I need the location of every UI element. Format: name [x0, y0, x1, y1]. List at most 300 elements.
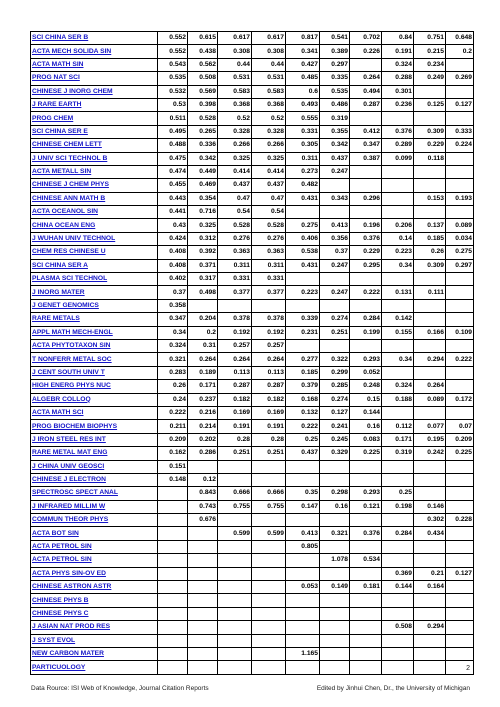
impact-value-cell	[218, 634, 252, 647]
impact-value-cell: 0.296	[350, 192, 382, 205]
impact-value-cell: 0.189	[188, 366, 218, 379]
journal-name-link[interactable]: HIGH ENERG PHYS NUC	[31, 380, 158, 393]
impact-value-cell: 0.52	[218, 112, 252, 125]
journal-name-link[interactable]: SCI CHINA SER B	[31, 32, 158, 45]
journal-name-link[interactable]: CHINA OCEAN ENG	[31, 219, 158, 232]
impact-value-cell: 0.112	[382, 420, 414, 433]
impact-value-cell	[320, 540, 350, 553]
impact-value-cell	[414, 487, 446, 500]
impact-value-cell: 0.331	[218, 273, 252, 286]
impact-value-cell: 0.437	[286, 447, 320, 460]
impact-value-cell: 0.125	[414, 98, 446, 111]
impact-value-cell	[320, 460, 350, 473]
impact-value-cell: 0.376	[350, 527, 382, 540]
journal-name-link[interactable]: PROG NAT SCI	[31, 72, 158, 85]
impact-value-cell: 0.295	[350, 259, 382, 272]
impact-value-cell	[286, 460, 320, 473]
impact-value-cell: 0.333	[446, 125, 474, 138]
journal-name-link[interactable]: ACTA PETROL SIN	[31, 540, 158, 553]
impact-value-cell	[350, 179, 382, 192]
impact-value-cell: 0.236	[382, 98, 414, 111]
impact-value-cell: 0.666	[252, 487, 286, 500]
impact-value-cell: 0.248	[350, 380, 382, 393]
impact-value-cell	[252, 607, 286, 620]
impact-value-cell	[286, 621, 320, 634]
journal-name-link[interactable]: PROG BIOCHEM BIOPHYS	[31, 420, 158, 433]
impact-value-cell	[286, 473, 320, 486]
impact-value-cell: 0.287	[252, 380, 286, 393]
impact-value-cell: 0.599	[252, 527, 286, 540]
impact-value-cell: 0.264	[252, 353, 286, 366]
journal-name-link[interactable]: ACTA BOT SIN	[31, 527, 158, 540]
impact-value-cell: 0.305	[286, 139, 320, 152]
impact-value-cell	[286, 273, 320, 286]
impact-value-cell	[218, 299, 252, 312]
impact-value-cell: 0.552	[158, 45, 188, 58]
impact-value-cell	[414, 299, 446, 312]
impact-value-cell: 0.35	[286, 487, 320, 500]
impact-value-cell	[414, 112, 446, 125]
impact-value-cell: 0.322	[320, 353, 350, 366]
impact-value-cell: 0.52	[252, 112, 286, 125]
impact-value-cell: 0.368	[252, 98, 286, 111]
impact-value-cell	[350, 273, 382, 286]
impact-value-cell: 0.437	[252, 179, 286, 192]
impact-value-cell	[382, 273, 414, 286]
impact-value-cell	[158, 621, 188, 634]
impact-value-cell: 0.535	[320, 85, 350, 98]
impact-value-cell	[382, 540, 414, 553]
impact-value-cell	[382, 192, 414, 205]
impact-value-cell	[252, 473, 286, 486]
impact-value-cell: 0.44	[252, 58, 286, 71]
impact-value-cell: 0.168	[286, 393, 320, 406]
impact-value-cell	[188, 581, 218, 594]
table-row	[31, 527, 474, 540]
journal-name-link[interactable]: CHINESE J CHEM PHYS	[31, 179, 158, 192]
impact-value-cell	[446, 313, 474, 326]
table-row	[31, 420, 474, 433]
impact-value-cell: 0.241	[320, 420, 350, 433]
table-row	[31, 326, 474, 339]
impact-value-cell	[446, 634, 474, 647]
impact-value-cell: 0.265	[188, 125, 218, 138]
impact-value-cell: 0.24	[158, 393, 188, 406]
impact-value-cell: 0.324	[158, 339, 188, 352]
impact-value-cell	[350, 647, 382, 660]
impact-value-cell	[218, 607, 252, 620]
journal-name-link[interactable]: J CHINA UNIV GEOSCI	[31, 460, 158, 473]
impact-value-cell: 0.247	[320, 259, 350, 272]
impact-value-cell: 0.342	[188, 152, 218, 165]
impact-value-cell: 0.402	[158, 273, 188, 286]
footer-editor: Edited by Jinhui Chen, Dr., the University of Michigan	[316, 685, 470, 692]
impact-value-cell	[446, 85, 474, 98]
impact-value-cell: 0.209	[158, 433, 188, 446]
impact-value-cell: 0.222	[350, 286, 382, 299]
impact-value-cell: 0.211	[158, 420, 188, 433]
impact-value-cell: 0.47	[218, 192, 252, 205]
impact-value-cell: 0.54	[218, 206, 252, 219]
impact-value-cell	[446, 273, 474, 286]
impact-value-cell: 0.269	[446, 72, 474, 85]
impact-value-cell: 0.21	[414, 567, 446, 580]
impact-value-cell	[350, 634, 382, 647]
impact-value-cell	[350, 58, 382, 71]
impact-value-cell: 0.406	[286, 232, 320, 245]
impact-value-cell: 0.293	[350, 487, 382, 500]
table-row	[31, 647, 474, 660]
impact-value-cell: 0.485	[286, 72, 320, 85]
impact-value-cell	[320, 567, 350, 580]
impact-value-cell: 0.214	[188, 420, 218, 433]
journal-name-link[interactable]: ACTA PHYTOTAXON SIN	[31, 339, 158, 352]
impact-value-cell	[286, 554, 320, 567]
journal-name-link[interactable]: J INORG MATER	[31, 286, 158, 299]
impact-value-cell: 0.378	[218, 313, 252, 326]
impact-value-cell: 0.449	[188, 165, 218, 178]
journal-name-link[interactable]: CHINESE CHEM LETT	[31, 139, 158, 152]
table-row	[31, 514, 474, 527]
impact-value-cell	[188, 527, 218, 540]
impact-value-cell: 0.371	[188, 259, 218, 272]
impact-value-cell: 0.148	[158, 473, 188, 486]
impact-value-cell: 0.805	[286, 540, 320, 553]
table-row	[31, 299, 474, 312]
impact-value-cell: 0.84	[382, 32, 414, 45]
journal-name-link[interactable]: J RARE EARTH	[31, 98, 158, 111]
impact-value-cell	[446, 112, 474, 125]
impact-value-cell: 0.297	[320, 58, 350, 71]
journal-name-link[interactable]: PROG CHEM	[31, 112, 158, 125]
impact-value-cell: 0.301	[382, 85, 414, 98]
journal-name-link[interactable]: ACTA OCEANOL SIN	[31, 206, 158, 219]
table-row	[31, 473, 474, 486]
impact-value-cell	[252, 661, 286, 674]
journal-name-link[interactable]: J UNIV SCI TECHNOL B	[31, 152, 158, 165]
impact-value-cell: 0.199	[350, 326, 382, 339]
impact-value-cell: 0.26	[414, 246, 446, 259]
journal-name-link[interactable]: CHINESE J ELECTRON	[31, 473, 158, 486]
impact-value-cell: 0.482	[286, 179, 320, 192]
impact-value-cell: 0.347	[350, 139, 382, 152]
impact-value-cell	[188, 594, 218, 607]
impact-value-cell: 0.329	[320, 447, 350, 460]
impact-value-cell: 0.431	[286, 259, 320, 272]
impact-value-cell	[218, 567, 252, 580]
journal-name-link[interactable]: COMMUN THEOR PHYS	[31, 514, 158, 527]
impact-value-cell	[252, 540, 286, 553]
impact-value-cell: 0.28	[218, 433, 252, 446]
impact-value-cell: 0.31	[188, 339, 218, 352]
impact-value-cell	[218, 621, 252, 634]
impact-value-cell: 0.389	[320, 45, 350, 58]
page-number: 2	[466, 665, 470, 672]
impact-value-cell: 0.198	[382, 500, 414, 513]
impact-value-cell: 0.185	[414, 232, 446, 245]
impact-value-cell	[320, 647, 350, 660]
impact-value-cell: 0.149	[320, 581, 350, 594]
table-row	[31, 85, 474, 98]
journal-name-link[interactable]: NEW CARBON MATER	[31, 647, 158, 660]
impact-value-cell: 0.358	[158, 299, 188, 312]
impact-value-cell: 0.331	[286, 125, 320, 138]
impact-value-cell: 0.089	[446, 219, 474, 232]
impact-value-cell: 0.377	[218, 286, 252, 299]
impact-value-cell: 0.192	[252, 326, 286, 339]
journal-name-link[interactable]: ACTA METALL SIN	[31, 165, 158, 178]
impact-value-cell	[188, 540, 218, 553]
impact-value-cell	[252, 514, 286, 527]
impact-value-cell: 0.188	[382, 393, 414, 406]
impact-value-cell: 0.297	[446, 259, 474, 272]
journal-name-link[interactable]: SCI CHINA SER A	[31, 259, 158, 272]
impact-value-cell	[286, 567, 320, 580]
impact-value-cell	[382, 647, 414, 660]
impact-value-cell: 0.569	[188, 85, 218, 98]
impact-value-cell: 0.155	[382, 326, 414, 339]
impact-value-cell: 0.083	[350, 433, 382, 446]
impact-value-cell: 0.617	[252, 32, 286, 45]
table-row	[31, 594, 474, 607]
impact-value-cell: 0.276	[252, 232, 286, 245]
impact-value-cell	[188, 607, 218, 620]
table-row	[31, 554, 474, 567]
impact-value-cell: 0.535	[158, 72, 188, 85]
impact-value-cell	[382, 460, 414, 473]
impact-value-cell: 0.455	[158, 179, 188, 192]
journal-name-link[interactable]: J SYST EVOL	[31, 634, 158, 647]
impact-value-cell: 0.249	[414, 72, 446, 85]
impact-value-cell: 0.843	[188, 487, 218, 500]
journal-name-link[interactable]: CHINESE J INORG CHEM	[31, 85, 158, 98]
journal-name-link[interactable]: ALGEBR COLLOQ	[31, 393, 158, 406]
journal-name-link[interactable]: CHINESE ANN MATH B	[31, 192, 158, 205]
journal-name-link[interactable]: PARTICUOLOGY	[31, 661, 158, 674]
impact-value-cell: 0.146	[414, 500, 446, 513]
impact-value-cell	[446, 406, 474, 419]
journal-name-link[interactable]: RARE METAL MAT ENG	[31, 447, 158, 460]
impact-value-cell: 0.07	[446, 420, 474, 433]
impact-value-cell: 0.113	[252, 366, 286, 379]
impact-value-cell: 0.2	[446, 45, 474, 58]
impact-value-cell: 0.222	[286, 420, 320, 433]
journal-name-link[interactable]: ACTA PETROL SIN	[31, 554, 158, 567]
impact-value-cell: 0.335	[320, 72, 350, 85]
journal-name-link[interactable]: CHINESE PHYS C	[31, 607, 158, 620]
table-row	[31, 206, 474, 219]
impact-value-cell: 0.251	[252, 447, 286, 460]
impact-value-cell	[252, 647, 286, 660]
impact-value-cell: 0.283	[158, 366, 188, 379]
impact-value-cell	[158, 567, 188, 580]
impact-value-cell: 0.319	[320, 112, 350, 125]
impact-value-cell: 0.53	[158, 98, 188, 111]
impact-value-cell	[350, 567, 382, 580]
impact-value-cell: 1.165	[286, 647, 320, 660]
impact-value-cell	[252, 567, 286, 580]
impact-value-cell: 0.6	[286, 85, 320, 98]
impact-value-cell: 0.147	[286, 500, 320, 513]
journal-name-link[interactable]: J ASIAN NAT PROD RES	[31, 621, 158, 634]
impact-value-cell: 0.532	[158, 85, 188, 98]
journal-name-link[interactable]: J CENT SOUTH UNIV T	[31, 366, 158, 379]
impact-value-cell	[350, 460, 382, 473]
impact-value-cell: 0.172	[446, 393, 474, 406]
journal-name-link[interactable]: PLASMA SCI TECHNOL	[31, 273, 158, 286]
journal-name-link[interactable]: SPECTROSC SPECT ANAL	[31, 487, 158, 500]
journal-name-link[interactable]: ACTA MATH SCI	[31, 406, 158, 419]
impact-value-cell: 0.34	[382, 353, 414, 366]
impact-value-cell	[350, 206, 382, 219]
table-row	[31, 179, 474, 192]
impact-value-cell: 0.195	[414, 433, 446, 446]
impact-value-cell: 0.181	[350, 581, 382, 594]
impact-value-cell: 0.285	[320, 380, 350, 393]
impact-value-cell: 0.113	[218, 366, 252, 379]
impact-value-cell	[286, 607, 320, 620]
impact-value-cell: 0.424	[158, 232, 188, 245]
impact-value-cell: 0.25	[382, 487, 414, 500]
impact-value-cell	[320, 661, 350, 674]
impact-value-cell: 0.494	[350, 85, 382, 98]
impact-value-cell: 0.289	[382, 139, 414, 152]
journal-name-link[interactable]: CHEM RES CHINESE U	[31, 246, 158, 259]
impact-value-cell	[414, 165, 446, 178]
impact-value-cell: 0.508	[382, 621, 414, 634]
impact-value-cell: 0.164	[414, 581, 446, 594]
impact-value-cell: 0.666	[218, 487, 252, 500]
impact-value-cell: 0.266	[218, 139, 252, 152]
impact-value-cell: 0.191	[252, 420, 286, 433]
impact-value-cell	[158, 661, 188, 674]
table-row	[31, 232, 474, 245]
impact-value-cell: 0.288	[382, 72, 414, 85]
impact-value-cell	[414, 554, 446, 567]
impact-value-cell: 0.223	[382, 246, 414, 259]
table-row	[31, 192, 474, 205]
journal-name-link[interactable]: J GENET GENOMICS	[31, 299, 158, 312]
impact-value-cell: 0.541	[320, 32, 350, 45]
impact-value-cell: 0.528	[218, 219, 252, 232]
journal-name-link[interactable]: RARE METALS	[31, 313, 158, 326]
impact-value-cell: 0.412	[350, 125, 382, 138]
impact-value-cell	[158, 554, 188, 567]
impact-value-cell: 0.702	[350, 32, 382, 45]
impact-value-cell: 0.355	[320, 125, 350, 138]
impact-value-cell	[414, 540, 446, 553]
impact-value-cell: 0.15	[350, 393, 382, 406]
impact-value-cell: 0.275	[446, 246, 474, 259]
journal-name-link[interactable]: APPL MATH MECH-ENGL	[31, 326, 158, 339]
impact-value-cell: 0.294	[414, 621, 446, 634]
impact-value-cell: 0.209	[446, 433, 474, 446]
impact-value-cell: 0.153	[414, 192, 446, 205]
table-row	[31, 433, 474, 446]
table-row	[31, 219, 474, 232]
table-row	[31, 98, 474, 111]
journal-name-link[interactable]: T NONFERR METAL SOC	[31, 353, 158, 366]
impact-value-cell	[158, 514, 188, 527]
impact-value-cell	[414, 85, 446, 98]
journal-name-link[interactable]: SCI CHINA SER E	[31, 125, 158, 138]
impact-value-cell: 0.287	[350, 98, 382, 111]
impact-value-cell	[188, 554, 218, 567]
impact-value-cell: 0.543	[158, 58, 188, 71]
impact-value-cell: 0.127	[446, 567, 474, 580]
impact-value-cell: 0.552	[158, 32, 188, 45]
table-row	[31, 540, 474, 553]
journal-name-link[interactable]: CHINESE PHYS B	[31, 594, 158, 607]
impact-value-cell	[446, 206, 474, 219]
table-row	[31, 500, 474, 513]
impact-value-cell: 0.132	[286, 406, 320, 419]
impact-value-cell	[286, 634, 320, 647]
impact-value-cell: 0.229	[414, 139, 446, 152]
impact-value-cell: 0.251	[218, 447, 252, 460]
impact-value-cell: 0.437	[218, 179, 252, 192]
impact-value-cell: 0.191	[382, 45, 414, 58]
impact-value-cell: 0.192	[218, 326, 252, 339]
journal-name-link[interactable]: J IRON STEEL RES INT	[31, 433, 158, 446]
journal-name-link[interactable]: J INFRARED MILLIM W	[31, 500, 158, 513]
impact-value-cell	[446, 286, 474, 299]
impact-value-cell: 0.286	[188, 447, 218, 460]
impact-value-cell	[414, 661, 446, 674]
impact-value-cell: 0.347	[158, 313, 188, 326]
journal-name-link[interactable]: J WUHAN UNIV TECHNOL	[31, 232, 158, 245]
impact-value-cell: 0.273	[286, 165, 320, 178]
impact-value-cell	[414, 460, 446, 473]
impact-value-cell: 0.427	[286, 58, 320, 71]
journal-name-link[interactable]: ACTA PHYS SIN-OV ED	[31, 567, 158, 580]
impact-value-cell: 0.275	[286, 219, 320, 232]
impact-value-cell	[218, 594, 252, 607]
impact-value-cell: 0.257	[252, 339, 286, 352]
impact-value-cell	[218, 661, 252, 674]
impact-value-cell: 0.302	[414, 514, 446, 527]
impact-value-cell	[286, 514, 320, 527]
impact-value-cell	[446, 527, 474, 540]
impact-value-cell: 0.229	[350, 246, 382, 259]
journal-name-link[interactable]: CHINESE ASTRON ASTR	[31, 581, 158, 594]
impact-value-cell	[446, 179, 474, 192]
table-row	[31, 112, 474, 125]
impact-value-cell: 0.308	[252, 45, 286, 58]
impact-value-cell: 0.431	[286, 192, 320, 205]
journal-name-link[interactable]: ACTA MATH SIN	[31, 58, 158, 71]
footer-source: Data Rource: ISI Web of Knowledge, Journal Citation Reports	[31, 685, 209, 692]
impact-value-cell: 0.319	[382, 447, 414, 460]
impact-value-cell	[382, 473, 414, 486]
journal-name-link[interactable]: ACTA MECH SOLIDA SIN	[31, 45, 158, 58]
table-row	[31, 313, 474, 326]
impact-value-cell	[446, 594, 474, 607]
impact-value-cell: 0.225	[446, 447, 474, 460]
impact-value-cell: 0.034	[446, 232, 474, 245]
impact-value-cell: 0.438	[188, 45, 218, 58]
impact-value-cell: 0.555	[286, 112, 320, 125]
impact-value-cell: 0.309	[414, 125, 446, 138]
impact-value-cell: 0.293	[350, 353, 382, 366]
impact-value-cell: 0.321	[320, 527, 350, 540]
impact-value-cell: 0.331	[252, 273, 286, 286]
impact-value-cell	[446, 165, 474, 178]
table-row	[31, 339, 474, 352]
impact-value-cell	[188, 661, 218, 674]
table-row	[31, 406, 474, 419]
impact-value-cell	[252, 554, 286, 567]
